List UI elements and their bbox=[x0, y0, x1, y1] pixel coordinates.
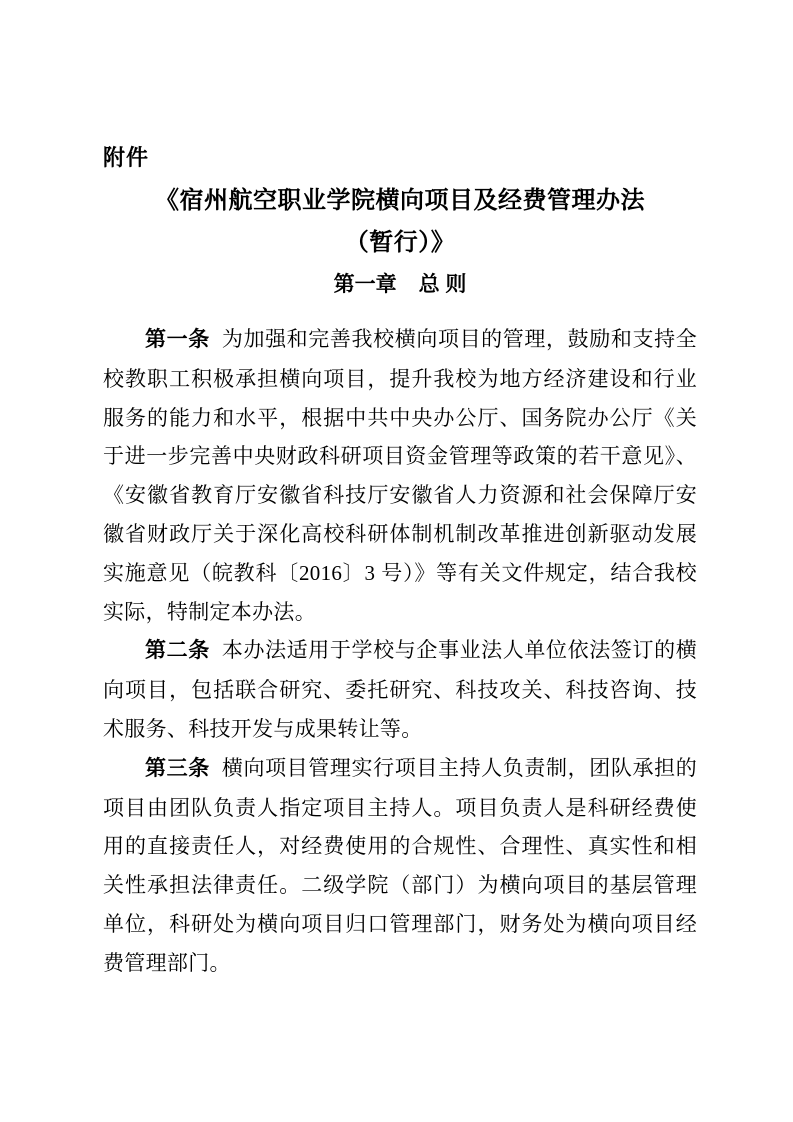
article-2 bbox=[103, 631, 697, 748]
document-body bbox=[103, 320, 697, 983]
chapter-number: 第一章 bbox=[333, 273, 397, 296]
chapter-title: 总 则 bbox=[418, 273, 467, 296]
article-2-label: 第二条 bbox=[145, 639, 210, 663]
document-title-line-1: 《宿州航空职业学院横向项目及经费管理办法 bbox=[155, 187, 645, 214]
article-3 bbox=[103, 749, 697, 983]
article-3-text: 横向项目管理实行项目主持人负责制，团队承担的项目由团队负责人指定项目主持人。项目负责人是科研经费使用的直接责任人，对经费使用的合规性、合理性、真实性和相关性承担法律责任。二级学院（部门）为横向项目的基层管理单位，科研处为横向项目归口管理部门，财务处为横向项目经费管理部门。 bbox=[103, 755, 697, 975]
document-title-line-2: （暂行）》 bbox=[344, 229, 456, 256]
article-1-text: 为加强和完善我校横向项目的管理，鼓励和支持全校教职工积极承担横向项目，提升我校为地方经济建设和行业服务的能力和水平，根据中共中央办公厅、国务院办公厅《关于进一步完善中央财政科研项目资金管理等政策的若干意见》、《安徽省教育厅安徽省科技厅安徽省人力资源和社会保障厅安徽省财政厅关于深化高校科研体制机制改革推进创新驱动发展实施意见（皖教科〔2016〕3 号）》等有关文件规定，结合我校实际，特制定本办法。 bbox=[103, 327, 697, 624]
document-title bbox=[103, 180, 697, 264]
article-3-label: 第三条 bbox=[145, 756, 210, 780]
article-1 bbox=[103, 320, 697, 631]
attachment-label: 附件 bbox=[103, 145, 150, 170]
article-2-text: 本办法适用于学校与企事业法人单位依法签订的横向项目，包括联合研究、委托研究、科技攻关、科技咨询、技术服务、科技开发与成果转让等。 bbox=[103, 638, 697, 741]
article-1-label: 第一条 bbox=[145, 328, 210, 351]
chapter-heading bbox=[103, 272, 697, 298]
